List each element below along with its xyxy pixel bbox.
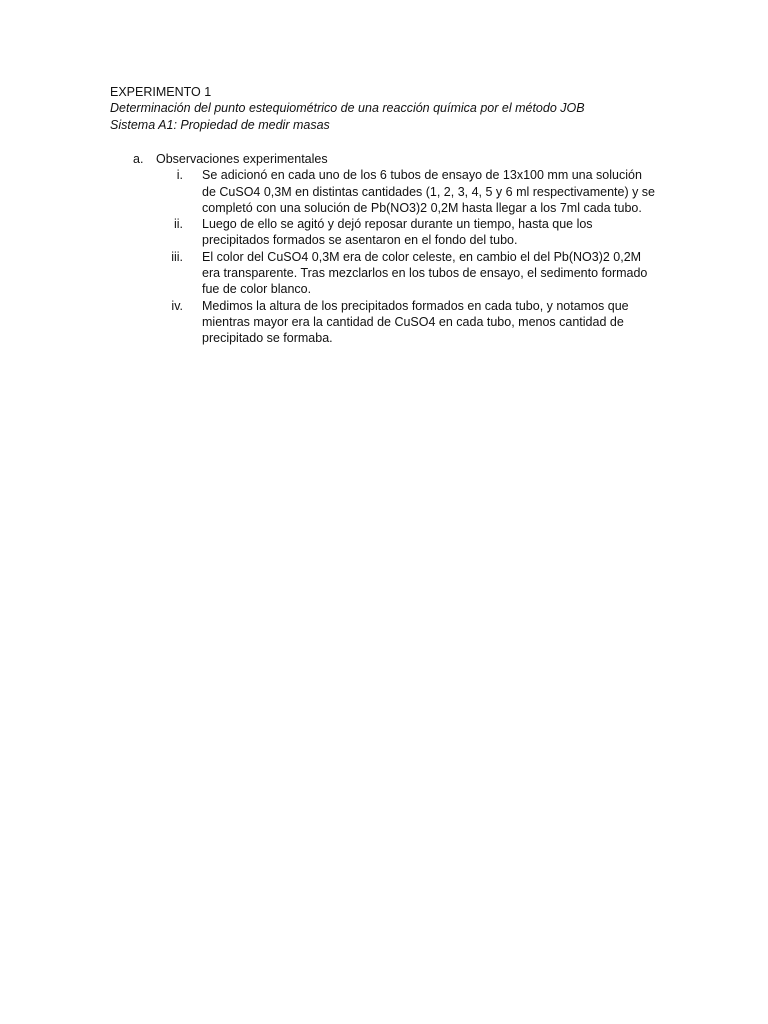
list-item-marker: ii. [173,217,183,232]
list-item-marker: iii. [171,249,183,264]
observations-list [133,167,673,346]
document-subtitle: Determinación del punto estequiométrico de una reacción química por el método JOB [110,101,585,116]
list-item-marker: iv. [171,298,183,313]
observations-section [133,151,673,347]
document-header [110,84,670,133]
list-item-marker: i. [176,168,183,183]
section-heading [133,151,673,167]
list-item [133,298,673,347]
list-item-text: Medimos la altura de los precipitados formados en cada tubo, y notamos que mientras mayor era la cantidad de CuSO4 en cada tubo, menos cantidad de precipitado se formaba. [202,298,629,346]
section-heading-text: Observaciones experimentales [156,152,328,166]
list-item [133,249,673,298]
system-subtitle: Sistema A1: Propiedad de medir masas [110,117,330,132]
list-item-text: Luego de ello se agitó y dejó reposar durante un tiempo, hasta que los precipitados formados se asentaron en el fondo del tubo. [202,217,593,248]
document-title: EXPERIMENTO 1 [110,85,212,99]
list-item-text: Se adicionó en cada uno de los 6 tubos de ensayo de 13x100 mm una solución de CuSO4 0,3M en distintas cantidades (1, 2, 3, 4, 5 y 6 ml respectivamente) y se completó con una solución de Pb(NO3)2 0,2M hasta llegar a los 7ml cada tubo. [202,168,656,215]
list-item-text: El color del CuSO4 0,3M era de color celeste, en cambio el del Pb(NO3)2 0,2M era transparente. Tras mezclarlos en los tubos de ensayo, el sedimento formado fue de color blanco. [202,249,648,297]
list-item [133,216,673,249]
section-marker: a. [133,152,144,166]
list-item [133,167,673,216]
